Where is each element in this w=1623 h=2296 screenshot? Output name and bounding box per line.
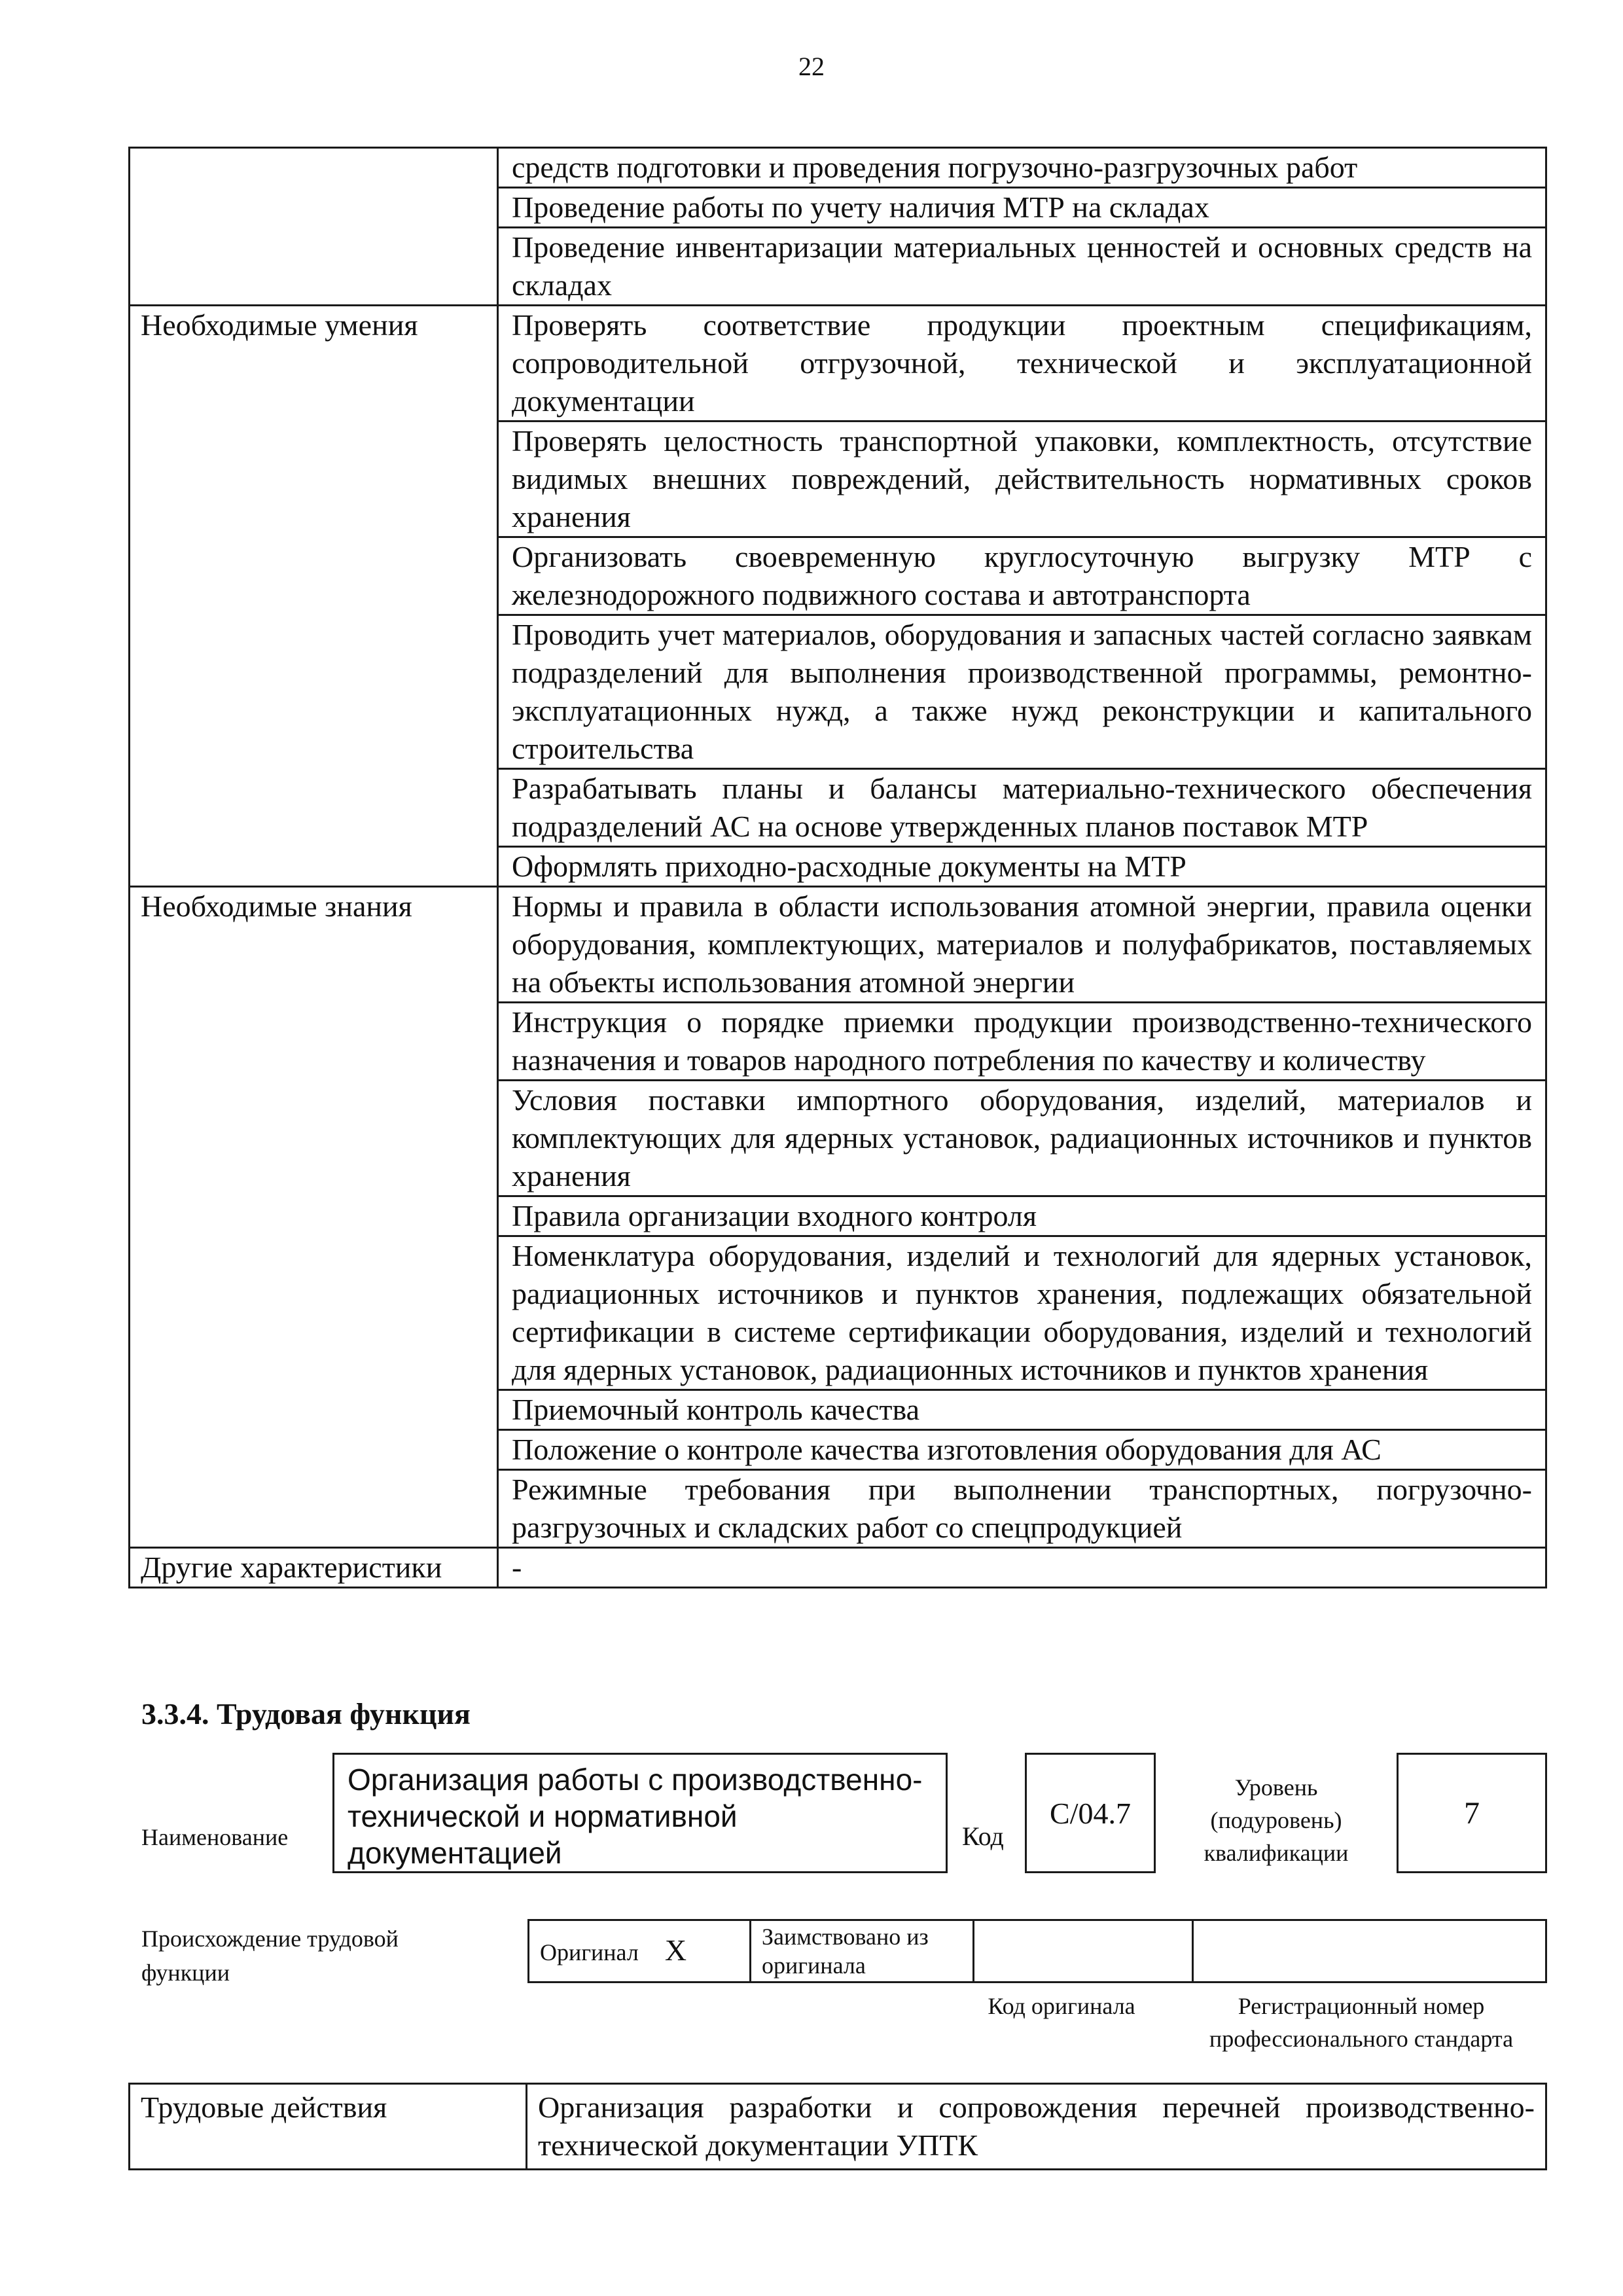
other-label: Другие характеристики [130,1548,498,1588]
table-cell: Условия поставки импортного оборудования, изделий, материалов и комплектующих для ядерных установок, радиационных источников и пунктов хранения [498,1081,1546,1196]
borrowed-label: Заимствовано из оригинала [751,1920,974,1982]
table-row [130,306,1546,422]
original-mark: X [664,1933,687,1967]
table-row [130,2084,1546,2170]
table-cell: Проверять целостность транспортной упаковки, комплектность, отсутствие видимых внешних повреждений, действительность нормативных сроков хранения [498,422,1546,537]
table-cell: Приемочный контроль качества [498,1390,1546,1430]
table-cell: Проведение работы по учету наличия МТР на складах [498,188,1546,228]
empty-label-cell [130,148,498,306]
table-row [130,1548,1546,1588]
original-label: Оригинал [540,1939,639,1965]
table-cell: Режимные требования при выполнении транспортных, погрузочно-разгрузочных и складских работ со спецпродукцией [498,1470,1546,1548]
reg-number-cell [1193,1920,1546,1982]
table-cell: Организация разработки и сопровождения перечней производственно-технической документации УПТК [527,2084,1546,2170]
table-cell: Положение о контроле качества изготовления оборудования для АС [498,1430,1546,1470]
level-label: Уровень (подуровень) квалификации [1204,1774,1349,1866]
labor-actions-label: Трудовые действия [130,2084,527,2170]
code-box [1025,1753,1156,1873]
table-cell: Инструкция о порядке приемки продукции производственно-технического назначения и товаров народного потребления по качеству и количеству [498,1003,1546,1081]
origin-table [527,1919,1547,1983]
table-row [130,148,1546,188]
original-cell [529,1920,751,1982]
table-cell: средств подготовки и проведения погрузочно-разгрузочных работ [498,148,1546,188]
table-row [529,1920,1546,1982]
table-cell: Организовать своевременную круглосуточную выгрузку МТР с железнодорожного подвижного состава и автотранспорта [498,537,1546,615]
competency-table [128,147,1547,1588]
table-cell: Номенклатура оборудования, изделий и технологий для ядерных установок, радиационных источников и пунктов хранения, подлежащих обязательной сертификации в системе сертификации оборудования, изделий и технологий для ядерных установок, радиационных источников и пунктов хранения [498,1236,1546,1390]
page-number: 22 [798,52,825,81]
table-row [130,887,1546,1003]
table-cell: Проводить учет материалов, оборудования и запасных частей согласно заявкам подразделений для выполнения производственной программы, ремонтно-эксплуатационных нужд, а также нужд реконструкции и капитального строительства [498,615,1546,769]
table-cell: - [498,1548,1546,1588]
reg-number-caption: Регистрационный номер профессионального стандарта [1209,1993,1514,2052]
skills-label: Необходимые умения [130,306,498,887]
name-label: Наименование [141,1824,289,1850]
knowledge-label: Необходимые знания [130,887,498,1548]
function-name-box: Организация работы с производственно-технической и нормативной документацией [332,1753,948,1873]
table-cell: Правила организации входного контроля [498,1196,1546,1236]
code-original-caption: Код оригинала [988,1993,1135,2019]
table-cell: Разрабатывать планы и балансы материально-технического обеспечения подразделений АС на основе утвержденных планов поставок МТР [498,769,1546,847]
table-cell: Нормы и правила в области использования атомной энергии, правила оценки оборудования, комплектующих, материалов и полуфабрикатов, поставляемых на объекты использования атомной энергии [498,887,1546,1003]
labor-actions-table [128,2083,1547,2170]
origin-label: Происхождение трудовой функции [141,1926,399,1986]
code-label: Код [962,1821,1004,1851]
section-heading: 3.3.4. Трудовая функция [141,1697,471,1731]
table-cell: Проведение инвентаризации материальных ценностей и основных средств на складах [498,228,1546,306]
table-cell: Проверять соответствие продукции проектным спецификациям, сопроводительной отгрузочной, технической и эксплуатационной документации [498,306,1546,422]
table-cell: Оформлять приходно-расходные документы на МТР [498,847,1546,887]
level-value: 7 [1464,1795,1480,1831]
level-box [1397,1753,1547,1873]
code-value: С/04.7 [1050,1796,1131,1830]
code-original-cell [974,1920,1193,1982]
